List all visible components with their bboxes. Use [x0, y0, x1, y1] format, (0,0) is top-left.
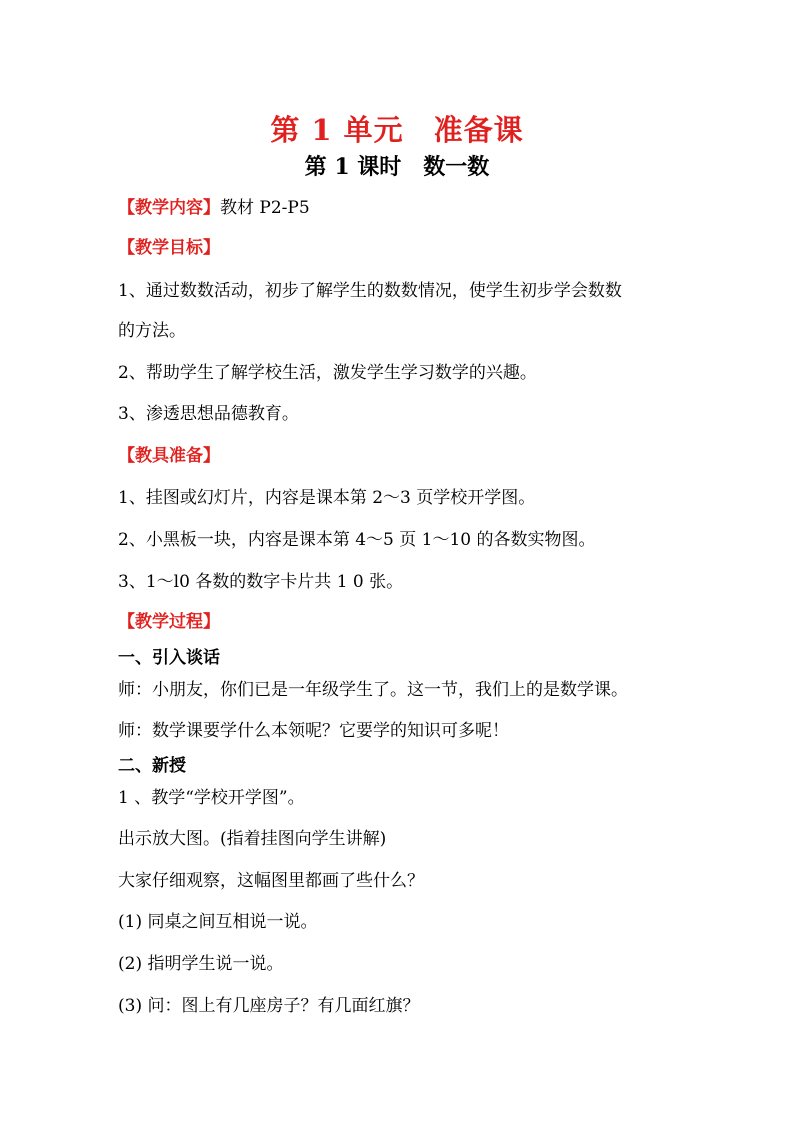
unit-title: 第 1 单元 准备课 [270, 113, 524, 147]
process-line: (3) 问：图上有几座房子？有几面红旗？ [118, 996, 420, 1016]
material-line: 1、挂图或幻灯片，内容是课本第 2～3 页学校开学图。 [118, 488, 536, 508]
objective-line: 1、通过数数活动，初步了解学生的数数情况，使学生初步学会数数 [118, 281, 622, 301]
lesson-title: 第 1 课时 数一数 [304, 154, 490, 180]
section-heading: 一、引入谈话 [118, 648, 220, 668]
process-line: 1 、教学“学校开学图”。 [118, 788, 305, 808]
process-line: 出示放大图。(指着挂图向学生讲解) [118, 829, 387, 849]
objectives-label: 【教学目标】 [118, 238, 220, 258]
objective-line: 3、渗透思想品德教育。 [118, 404, 299, 424]
process-line: 师：数学课要学什么本领呢？它要学的知识可多呢！ [118, 721, 509, 741]
objective-line: 的方法。 [118, 321, 186, 341]
process-line: (1) 同桌之间互相说一说。 [118, 912, 318, 932]
process-line: (2) 指明学生说一说。 [118, 954, 284, 974]
process-line: 大家仔细观察，这幅图里都画了些什么？ [118, 871, 424, 891]
content-label: 【教学内容】 [118, 198, 220, 218]
process-line: 师：小朋友，你们已是一年级学生了。这一节，我们上的是数学课。 [118, 680, 628, 700]
material-line: 3、1～l0 各数的数字卡片共 1 0 张。 [118, 572, 404, 592]
content-value: 教材 P2-P5 [220, 198, 310, 218]
objective-line: 2、帮助学生了解学校生活，激发学生学习数学的兴趣。 [118, 363, 537, 383]
materials-label: 【教具准备】 [118, 446, 220, 466]
process-label: 【教学过程】 [118, 612, 220, 632]
section-heading: 二、新授 [118, 756, 186, 776]
material-line: 2、小黑板一块，内容是课本第 4～5 页 1～10 的各数实物图。 [118, 530, 596, 550]
content-line [118, 197, 310, 219]
